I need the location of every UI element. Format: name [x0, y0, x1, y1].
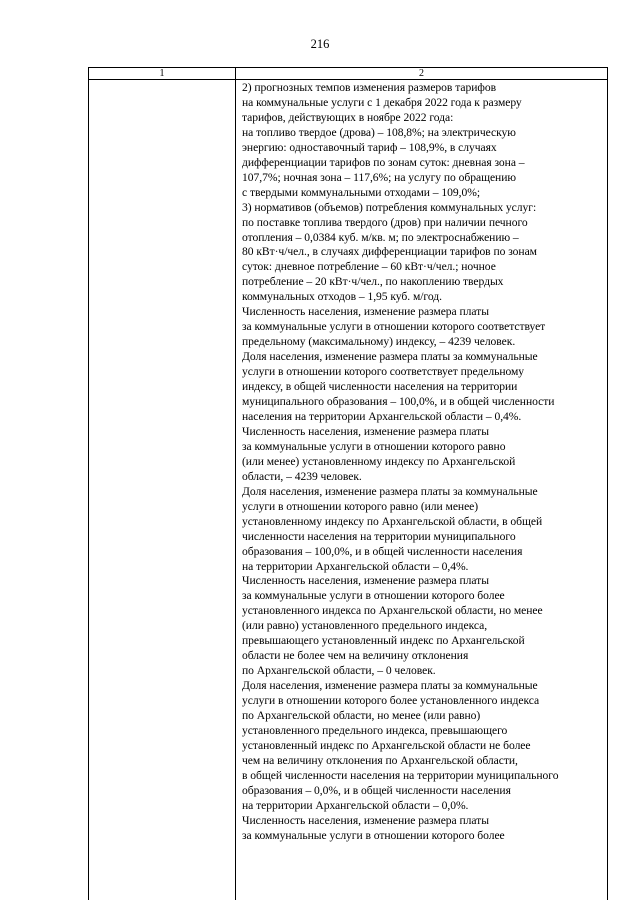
- text-line: Доля населения, изменение размера платы за коммунальные: [242, 350, 538, 364]
- column-1-cell: [89, 80, 236, 901]
- text-line: по Архангельской области, – 0 человек.: [242, 664, 436, 678]
- text-line: по поставке топлива твердого (дров) при наличии печного: [242, 215, 528, 229]
- text-line: на топливо твердое (дрова) – 108,8%; на электрическую: [242, 125, 516, 139]
- table-row: [89, 80, 608, 901]
- text-line: в общей численности населения на территории муниципального: [242, 768, 559, 782]
- text-line: за коммунальные услуги в отношении которого равно: [242, 439, 506, 453]
- text-line: потребление – 20 кВт·ч/чел., по накоплению твердых: [242, 275, 504, 289]
- page-number: 216: [310, 37, 330, 51]
- column-1-header: 1: [89, 68, 236, 80]
- text-line: дифференциации тарифов по зонам суток: дневная зона –: [242, 155, 525, 169]
- text-line: коммунальных отходов – 1,95 куб. м/год.: [242, 290, 442, 304]
- text-line: Доля населения, изменение размера платы за коммунальные: [242, 679, 538, 693]
- text-line: Численность населения, изменение размера платы: [242, 305, 489, 319]
- text-line: индексу, в общей численности населения на территории: [242, 380, 518, 394]
- text-line: услуги в отношении которого соответствует предельному: [242, 365, 525, 379]
- text-line: установленного индекса по Архангельской области, но менее: [242, 604, 543, 618]
- column-2-cell: [236, 80, 608, 901]
- text-line: области, – 4239 человек.: [242, 469, 362, 483]
- text-line: отопления – 0,0384 куб. м/кв. м; по электроснабжению –: [242, 230, 519, 244]
- text-line: образования – 100,0%, и в общей численности населения: [242, 544, 523, 558]
- text-line: установленному индексу по Архангельской области, в общей: [242, 514, 543, 528]
- text-line: по Архангельской области, но менее (или равно): [242, 709, 481, 723]
- text-line: установленного предельного индекса, превышающего: [242, 723, 508, 737]
- text-line: тарифов, действующих в ноябре 2022 года:: [242, 110, 454, 124]
- text-line: на территории Архангельской области – 0,0%.: [242, 798, 469, 812]
- text-line: Численность населения, изменение размера платы: [242, 813, 489, 827]
- text-line: за коммунальные услуги в отношении которого соответствует: [242, 320, 546, 334]
- text-line: предельному (максимальному) индексу, – 4239 человек.: [242, 335, 516, 349]
- text-line: за коммунальные услуги в отношении которого более: [242, 589, 505, 603]
- text-line: за коммунальные услуги в отношении которого более: [242, 828, 505, 842]
- text-line: Численность населения, изменение размера платы: [242, 424, 489, 438]
- text-line: суток: дневное потребление – 60 кВт·ч/чел.; ночное: [242, 260, 496, 274]
- text-line: 2) прогнозных темпов изменения размеров тарифов: [242, 81, 496, 94]
- text-line: услуги в отношении которого более установленного индекса: [242, 694, 540, 708]
- table-header-row: [89, 68, 608, 80]
- text-line: 3) нормативов (объемов) потребления коммунальных услуг:: [242, 200, 537, 214]
- text-line: Численность населения, изменение размера платы: [242, 574, 489, 588]
- text-line: превышающего установленный индекс по Архангельской: [242, 634, 525, 648]
- text-line: образования – 0,0%, и в общей численности населения: [242, 783, 511, 797]
- text-line: 107,7%; ночная зона – 117,6%; на услугу по обращению: [242, 170, 516, 184]
- text-line: Доля населения, изменение размера платы за коммунальные: [242, 484, 538, 498]
- column-2-header: 2: [236, 68, 608, 80]
- text-line: установленный индекс по Архангельской области не более: [242, 738, 531, 752]
- text-line: с твердыми коммунальными отходами – 109,0%;: [242, 185, 481, 199]
- text-block: [236, 80, 607, 844]
- document-table: [88, 67, 608, 900]
- text-line: чем на величину отклонения по Архангельской области,: [242, 753, 518, 767]
- text-line: (или менее) установленному индексу по Архангельской: [242, 454, 516, 468]
- text-line: численности населения на территории муниципального: [242, 529, 516, 543]
- text-line: энергию: одноставочный тариф – 108,9%, в случаях: [242, 140, 497, 154]
- text-line: 80 кВт·ч/чел., в случаях дифференциации тарифов по зонам: [242, 245, 537, 259]
- text-line: муниципального образования – 100,0%, и в общей численности: [242, 395, 555, 409]
- text-line: области не более чем на величину отклонения: [242, 649, 469, 663]
- text-line: (или равно) установленного предельного индекса,: [242, 619, 488, 633]
- text-line: услуги в отношении которого равно (или менее): [242, 499, 479, 513]
- text-line: на коммунальные услуги с 1 декабря 2022 года к размеру: [242, 95, 522, 109]
- text-line: населения на территории Архангельской области – 0,4%.: [242, 409, 522, 423]
- text-line: на территории Архангельской области – 0,4%.: [242, 559, 469, 573]
